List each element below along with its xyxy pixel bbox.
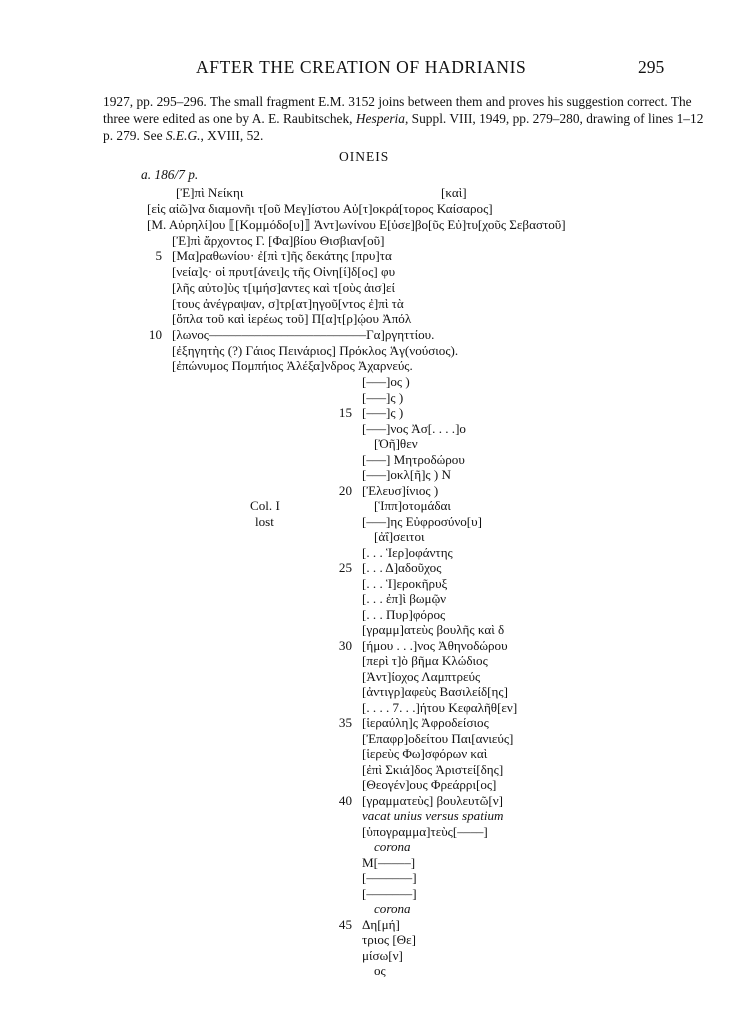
inscription-line: [Μα]ραθωνίου· ἐ[πὶ τ]ῆς δεκάτης [πρυ]τα — [172, 248, 392, 263]
inscription-line: [. . . Δ]αδοῦχος — [362, 560, 442, 575]
inscription-line: [. . . ἐπ]ὶ βωμῷν — [362, 591, 447, 606]
inscription-line: [νεία]ς· οἱ πρυτ[άνει]ς τῆς Οἰνη[ί]δ[ος] φυ — [172, 264, 396, 279]
line-number: 45 — [338, 917, 352, 932]
inscription-line: [περὶ τ]ὸ βῆμα Κλώδιος — [362, 653, 488, 668]
inscription-line: μίσω[ν] — [362, 948, 403, 963]
corona-note: corona — [374, 839, 411, 854]
inscription-line: [ήμου . . .]νος Ἀθηνοδώρου — [362, 638, 508, 653]
inscription-line: [γραμμ]ατεὺς βουλῆς καὶ δ — [362, 622, 505, 637]
inscription-line: τριος [Θε] — [362, 932, 416, 947]
line-number: 10 — [148, 327, 162, 342]
inscription-line: [–––]νος Ἀσ[. . . .]ο — [362, 421, 466, 436]
inscription-line: [Ἐλευσ]ίνιος ) — [362, 483, 439, 498]
inscription-line: [Ἐ]πὶ Νείκηι — [176, 185, 244, 200]
inscription-line: [Μ. Αὐρηλί]ου ⟦[Κομμόδο[υ]⟧ Ἀντ]ωνίνου Ε[ὐσε]βο[ῦς Εὐ]τυ[χοῦς Σεβαστοῦ] — [147, 217, 566, 232]
inscription-line: [–––]ος ) — [362, 374, 410, 389]
inscription-line: [–––] Μητροδώρου — [362, 452, 465, 467]
inscription-line: [. . . . 7. . .]ήτου Κεφαλῆθ[εν] — [362, 700, 518, 715]
line-number: 5 — [155, 248, 162, 263]
intro-line-1: 1927, pp. 295–296. The small fragment E.M. 3152 joins between them and proves his suggestion correct. The — [103, 94, 692, 109]
inscription-line: [ἱεραύλη]ς Ἀφροδείσιος — [362, 715, 489, 730]
inscription-line: [ἐξηγητὴς (?) Γάιος Πεινάριος] Πρόκλος Ἁγ(νούσιος). — [172, 343, 459, 358]
inscription-line: [λῆς αὐτο]ὺς τ[ιμήσ]αντες καὶ τ[οὺς ἀισ]εί — [172, 280, 395, 295]
inscription-line: [–––––––] — [362, 870, 417, 885]
inscription-line: [Ἐ]πὶ ἄρχοντος Γ. [Φα]βίου Θισβιαν[οῦ] — [172, 233, 385, 248]
inscription-line: [Ἐπαφρ]οδείτου Παι[ανιεύς] — [362, 731, 514, 746]
intro-line-2 — [103, 111, 703, 127]
inscription-line: [–––––––] — [362, 886, 417, 901]
inscription-line: [–––]ς ) — [362, 405, 404, 420]
column-note: lost — [255, 514, 274, 529]
inscription-line: [ἐπώνυμος Πομπήιος Ἀλέξα]νδρος Ἀχαρνεύς. — [172, 358, 413, 373]
reference-abbr: S.E.G. — [165, 128, 201, 143]
running-header-title: AFTER THE CREATION OF HADRIANIS — [196, 57, 527, 77]
line-number: 40 — [338, 793, 352, 808]
intro-text: , XVIII, 52. — [200, 128, 264, 143]
inscription-line: [καὶ] — [441, 185, 467, 200]
inscription-line: [Ὀῆ]θεν — [374, 436, 418, 451]
inscription-line: ος — [374, 963, 386, 978]
date-label: a. 186/7 p. — [141, 167, 199, 182]
inscription-line: [ἐπὶ Σκιά]δος Ἀριστεί[δης] — [362, 762, 504, 777]
inscription-line: [. . . Ἱ]εροκῆρυξ — [362, 576, 448, 591]
inscription-line: [λωνος––––––––––––––––––––––––Γα]ργηττίου. — [172, 327, 435, 342]
line-number: 20 — [338, 483, 352, 498]
line-number: 15 — [338, 405, 352, 420]
section-title: OINEIS — [339, 149, 390, 164]
inscription-line: [ἀΐ]σειτοι — [374, 529, 425, 544]
inscription-line: [γραμματεὺς] βουλευτῶ[ν] — [362, 793, 504, 808]
journal-name: Hesperia — [355, 111, 405, 126]
inscription-line: [Θεογέν]ους Φρεάρρι[ος] — [362, 777, 497, 792]
inscription-line: [ἀντιγρ]αφεὺς Βασιλείδ[ης] — [362, 684, 508, 699]
inscription-line: [ὑπογραμμα]τεὺς[––––] — [362, 824, 488, 839]
line-number: 30 — [338, 638, 352, 653]
inscription-line: [Ἀντ]ίοχος Λαμπτρεύς — [362, 669, 481, 684]
intro-text: three were edited as one by A. E. Raubitschek, — [103, 111, 353, 126]
inscription-line: [ὅπλα τοῦ καὶ ἱερέως τοῦ] Π[α]τ[ρ]ῴου Ἀπόλ — [172, 311, 412, 326]
page-number: 295 — [638, 57, 665, 77]
intro-text: p. 279. See — [103, 128, 163, 143]
column-label: Col. I — [250, 498, 280, 513]
vacat-note: vacat unius versus spatium — [362, 808, 504, 823]
line-number: 25 — [338, 560, 352, 575]
inscription-line: [–––]ς ) — [362, 390, 404, 405]
inscription-line: [ἱερεὺς Φω]σφόρων καὶ — [362, 746, 488, 761]
inscription-line: [εἰς αἰῶ]να διαμονῆι τ[οῦ Μεγ]ίστου Αὐ[τ]οκρά[τορος Καίσαρος] — [147, 201, 493, 216]
intro-line-3 — [103, 128, 263, 144]
intro-text: , Suppl. VIII, 1949, pp. 279–280, drawing of lines 1–12 — [404, 111, 704, 126]
inscription-line: [. . . Ἱερ]οφάντης — [362, 545, 453, 560]
line-number: 35 — [338, 715, 352, 730]
inscription-line: [. . . Πυρ]φόρος — [362, 607, 446, 622]
corona-note: corona — [374, 901, 411, 916]
inscription-line: [–––]οκλ[ῆ]ς ) Ν — [362, 467, 451, 482]
inscription-line: [–––]ης Εὐφροσύνο[υ] — [362, 514, 482, 529]
inscription-line: Μ[–––––] — [362, 855, 416, 870]
inscription-line: Δη[μή] — [362, 917, 400, 932]
inscription-line: [Ἱππ]οτομάδαι — [374, 498, 451, 513]
inscription-line: [τους ἀνέγραψαν, σ]τρ[ατ]ηγοῦ[ντος ἐ]πὶ τὰ — [172, 296, 404, 311]
